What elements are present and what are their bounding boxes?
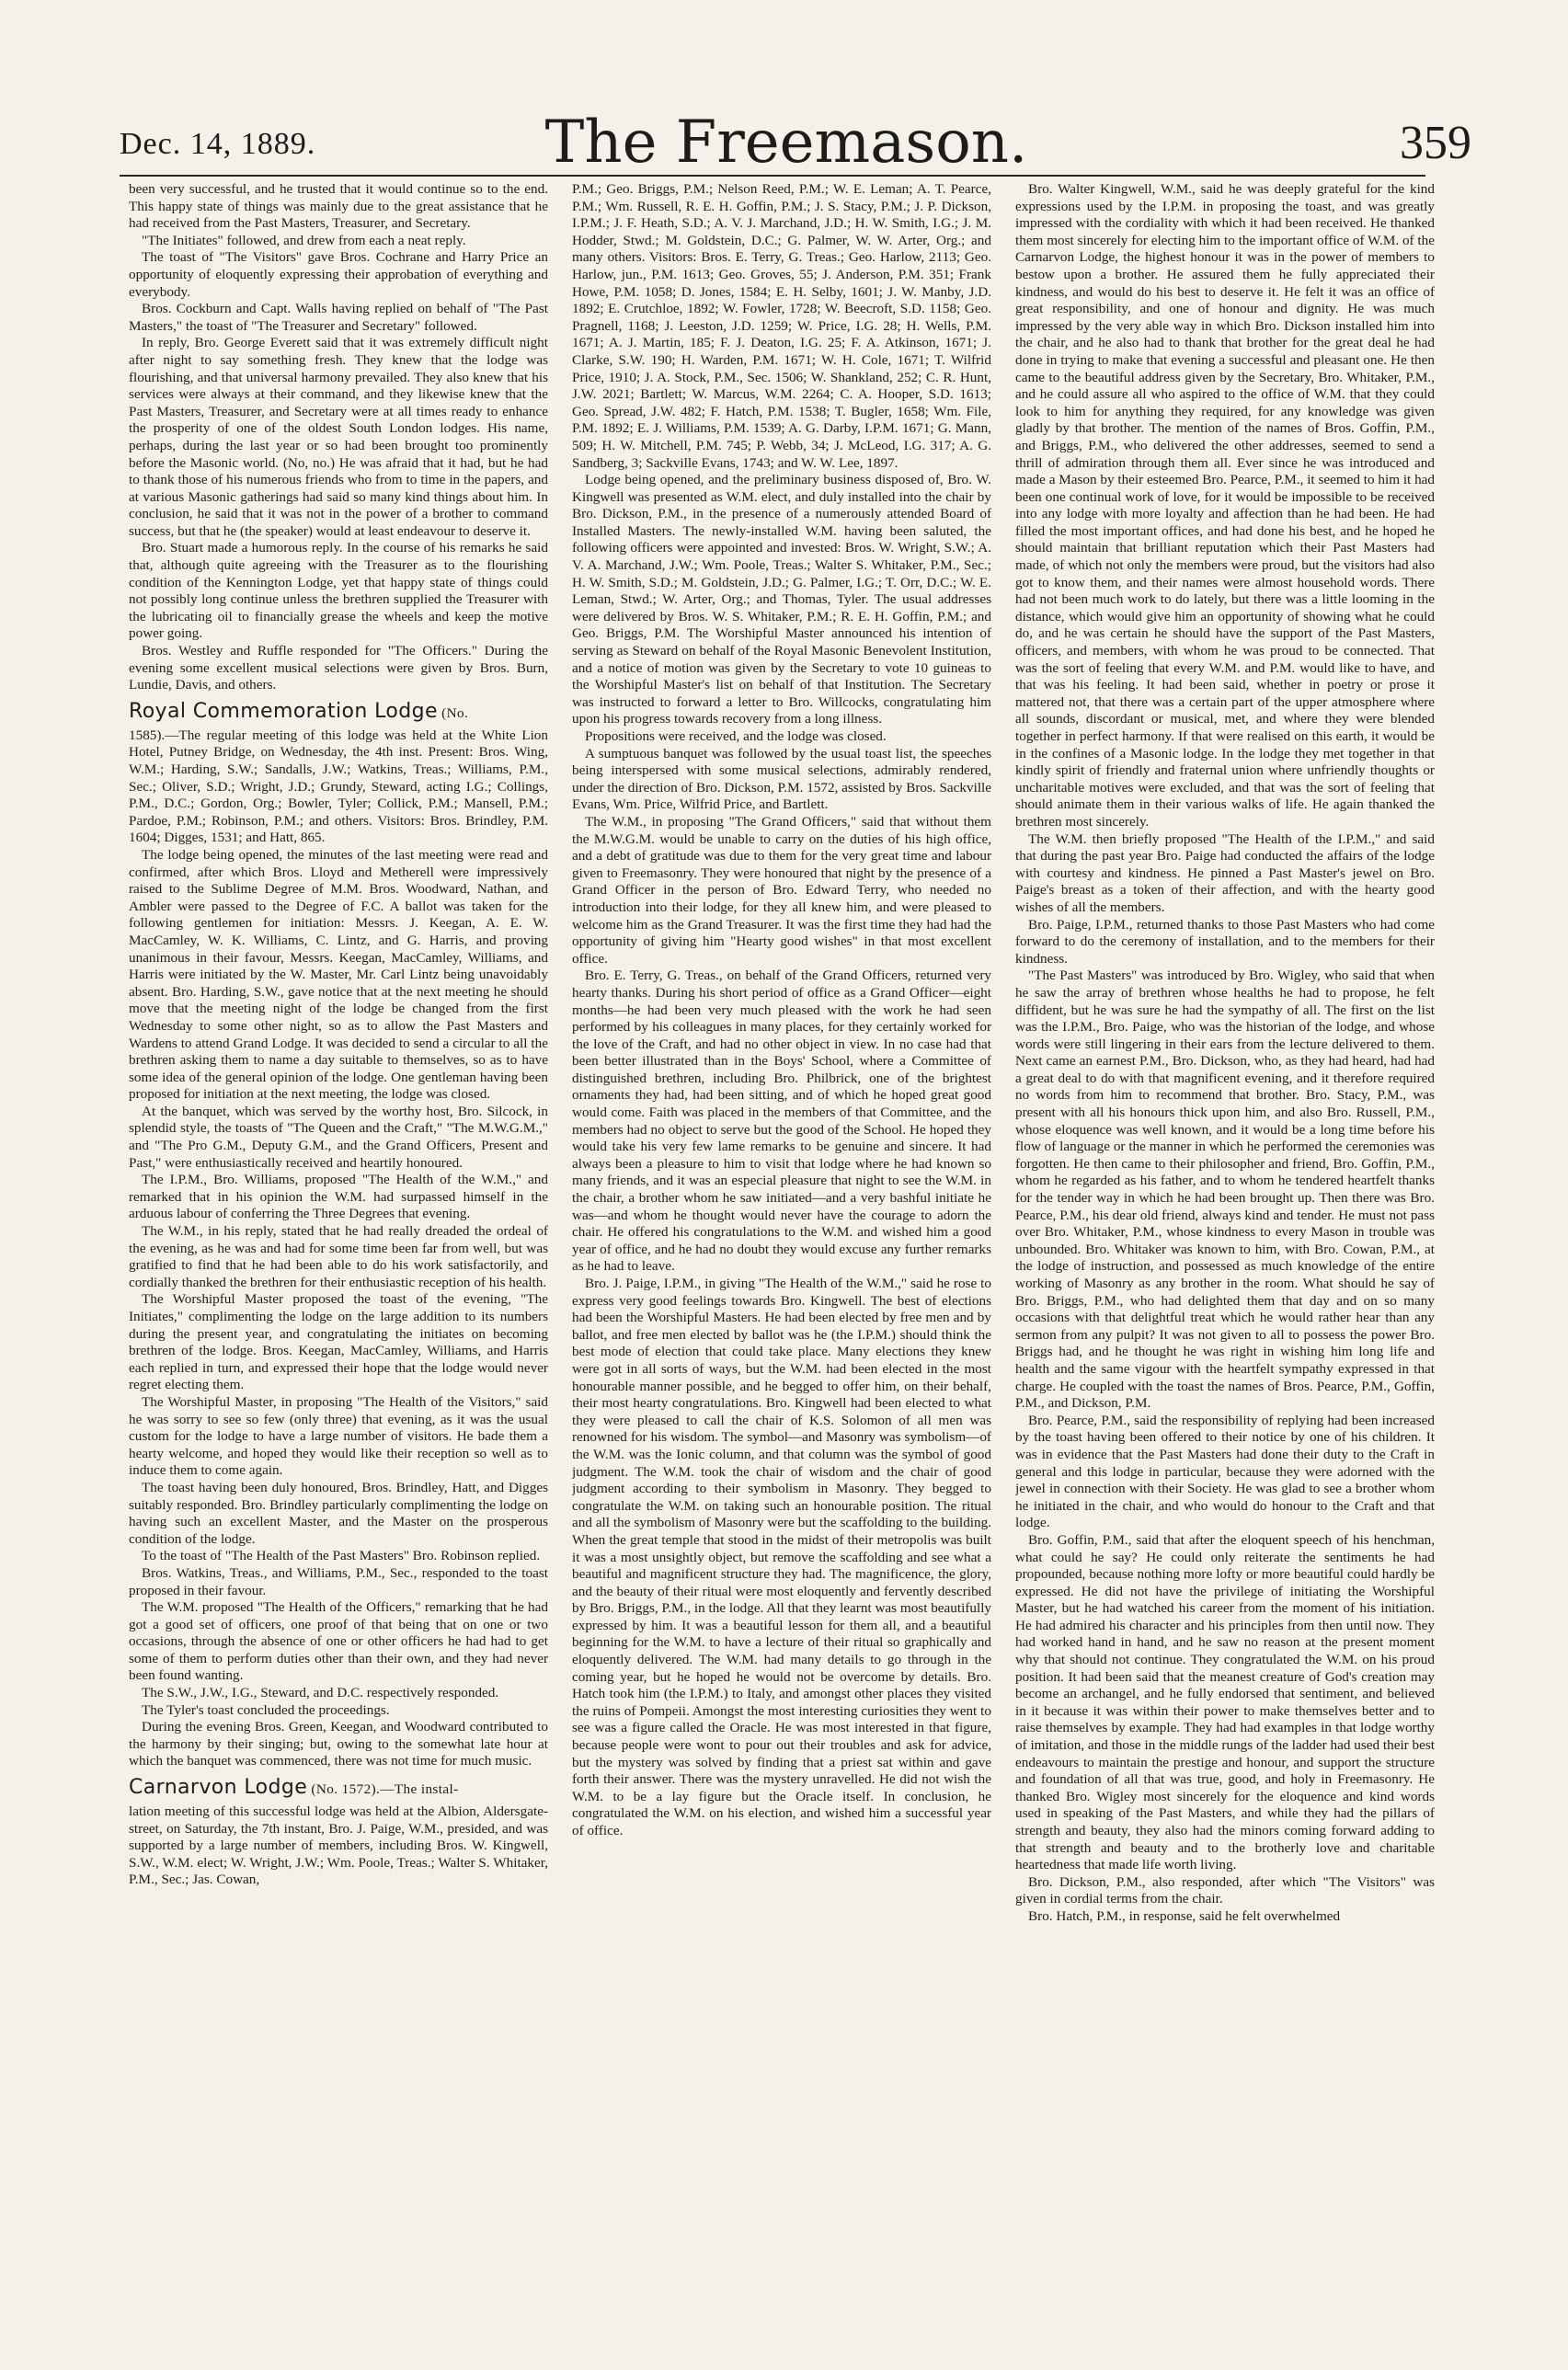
article-paragraph: Bro. E. Terry, G. Treas., on behalf of the Grand Officers, returned very hearty thanks. During his short period of office as a Grand Officer—eight months—he had been very much pleased with the work he had seen performed by his colleagues in many places, for they certainly worked for the love of the Craft, and had no other object in view. In no case had that been better illustrated than in the Boys' School, where a Committee of distinguished brethren, including Bro. Philbrick, one of the brightest ornaments they had, had been sitting, and of which he hoped great good would come. Faith was placed in the members of that Committee, and the members had no object to serve but the good of the School. He hoped they would take his very few lame remarks to be genuine and sincere. It had always been a pleasure to him to visit that lodge where he had known so many friends, and it was an especial pleasure that night to see the W.M. in the chair, a brother whom he saw initiated—and a very bashful initiate he was—and whom he thought would never have the courage to adorn the chair. He offered his congratulations to the W.M. and wished him a good year of office, and he had no doubt they would excuse any further remarks as he had to leave.	[572, 967, 991, 1275]
article-paragraph: Bro. Goffin, P.M., said that after the eloquent speech of his henchman, what could he say? He could only reiterate the sentiments he had propounded, because nothing more lofty or more beautiful could hardly be expressed. He did not have the privilege of initiating the Worshipful Master, but he had watched his career from the moment of his initiation. He had admired his character and his principles from then until now. They had worked hand in hand, and he saw no reason at the present moment why that should not continue. They congratulated the W.M. on his proud position. It had been said that the meanest creature of God's creation may become an archangel, and he fully endorsed that sentiment, and believed in it because it was within their power to make themselves better and to raise themselves by example. They had had examples in that lodge worthy of imitation, and those in the middle rungs of the ladder had used their best endeavours to maintain the prestige and honour, and support the structure and foundation of all that was true, good, and holy in Freemasonry. He thanked Bro. Wigley most sincerely for the eloquence and kind words used in speaking of the Past Masters, and while they had the pillars of strength and beauty, they also had the minors coming forward adding to that strength and beauty and to the brotherly love and charitable heartedness that made life worth living.	[1015, 1531, 1435, 1873]
article-columns	[129, 181, 1435, 2324]
header-rule	[120, 175, 1425, 177]
column-2	[572, 181, 991, 2324]
article-paragraph: The W.M., in proposing "The Grand Officers," said that without them the M.W.G.M. would be unable to carry on the duties of his high office, and a debt of gratitude was due to them for the very great time and labour given to Freemasonry. They were honoured that night by the presence of a Grand Officer in the person of Bro. Edward Terry, who needed no introduction into their lodge, for they all knew him, and were pleased to welcome him as the Grand Treasurer. It was the first time they had had the opportunity of giving him "Hearty good wishes" in that most excellent office.	[572, 813, 991, 967]
article-paragraph: Bro. Paige, I.P.M., returned thanks to those Past Masters who had come forward to do the ceremony of installation, and to the members for their kindness.	[1015, 916, 1435, 967]
issue-date: Dec. 14, 1889.	[120, 127, 316, 161]
article-paragraph: The Worshipful Master proposed the toast of the evening, "The Initiates," complimenting the lodge on the large addition to its numbers during the present year, and congratulating the initiates on becoming brethren of the lodge. Bros. Keegan, MacCamley, Williams, and Harris each replied in turn, and expressed their hope that the lodge would never regret electing them.	[129, 1291, 548, 1393]
article-paragraph: The lodge being opened, the minutes of the last meeting were read and confirmed, after which Bros. Lloyd and Metherell were impressively raised to the Sublime Degree of M.M. Bros. Woodward, Nathan, and Ambler were passed to the Degree of F.C. A ballot was taken for the following gentlemen for initiation: Messrs. J. Keegan, A. E. W. MacCamley, W. K. Williams, C. Lintz, and G. Harris, and proving unanimous in their favour, Messrs. Keegan, MacCamley, Williams, and Harris were initiated by the W. Master, Mr. Carl Lintz being unavoidably absent. Bro. Harding, S.W., gave notice that at the next meeting he should move that the meeting night of the lodge be changed from the first Wednesday to some other night, so as to allow the Past Masters and Wardens to attend Grand Lodge. It was decided to send a circular to all the brethren asking them to name a day suitable to themselves, so as to have some idea of the general opinion of the lodge. One gentleman having been proposed for initiation at the next meeting, the lodge was closed.	[129, 846, 548, 1103]
article-paragraph: Bro. Stuart made a humorous reply. In the course of his remarks he said that, although quite agreeing with the Treasurer as to the flourishing condition of the Kennington Lodge, yet that happy state of things could not possibly long continue unless the brethren supplied the Treasurer with the lubricating oil to financially grease the wheels and keep the motive power going.	[129, 540, 548, 642]
column-3	[1015, 181, 1435, 2324]
article-paragraph: Bro. J. Paige, I.P.M., in giving "The Health of the W.M.," said he rose to express very good feelings towards Bro. Kingwell. The best of elections had been the Worshipful Masters. He had been elected by free men and by ballot, and free men elected by ballot was he (the I.P.M.) should think the best mode of election that could take place. Many elections they knew were got in all sorts of ways, but the W.M. had been elected in the most honourable manner possible, and he begged to offer him, on their behalf, their most hearty congratulations. Bro. Kingwell had been elected to what they were pleased to call the chair of K.S. Solomon of all men was renowned for his wisdom. The symbol—and Masonry was symbolism—of the W.M. was the Ionic column, and that column was the symbol of good judgment. The W.M. took the chair of wisdom and the chair of good judgment according to their symbolism in Masonry. They begged to congratulate the W.M. on taking such an honourable position. The ritual and all the symbolism of Masonry were but the scaffolding to the building. When the great temple that stood in the midst of their metropolis was built it was a most unsightly object, but remove the scaffolding and see what a beautiful and magnificent structure they had. The magnificence, the glory, and the beauty of their ritual were most eloquently and fervently described by Bro. Briggs, P.M., in the lodge. All that they learnt was most beautifully expressed by him. It was a beautiful lesson for them all, and a beautiful beginning for the W.M. to have a lecture of their ritual so graphically and eloquently delivered. The W.M. had many details to go through in the coming year, but he hoped he would not be overcome by details. Bro. Hatch took him (the I.P.M.) to Italy, and amongst other places they visited the ruins of Pompeii. Amongst the most interesting curiosities they went to see was a figure called the Oracle. He was most interested in that figure, because people were wont to pour out their troubles and ask for advice, but the mystery was solved by finding that a priest sat within and gave forth their answer. There was the mystery unravelled. He did not wish the W.M. to be a lay figure but the Oracle itself. In conclusion, he congratulated the W.M. on his election, and wished him a successful year of office.	[572, 1276, 991, 1838]
article-paragraph: Bro. Walter Kingwell, W.M., said he was deeply grateful for the kind expressions used by the I.P.M. in proposing the toast, and was greatly impressed with the cordiality with which it had been received. He thanked them most sincerely for electing him to the important office of W.M. of the Carnarvon Lodge, the highest honour it was in the power of members to bestow upon a brother. He assured them he fully appreciated their kindness, and would do his best to deserve it. He felt it was an office of great responsibility, and one of honour and dignity. He was much impressed by the very able way in which Bro. Dickson installed him into the chair, and he also had to thank that brother for the great deal he had done in trying to make that evening a successful and pleasant one. He then came to the beautiful address given by the Secretary, Bro. Whitaker, P.M., and he could assure all who aspired to the office of W.M. that they could look to him for anything they required, for any knowledge was given gladly by that brother. The mention of the names of Bros. Goffin, P.M., and Briggs, P.M., who delivered the other addresses, seemed to send a thrill of admiration through them all. Ever since he was introduced and made a Mason by their esteemed Bro. Pearce, P.M., it seemed to him it had been one continual work of love, for it would be impossible to be received into any lodge with more loyalty and affection than he had been. He had filled the most important offices, and had done his best, and he hoped he should maintain that brilliant reputation which their Past Masters had made, of which not only the members were proud, but the visitors had also got to know them, and their names were almost household words. There had not been much work to do lately, but there was a little looming in the distance, which would give him an opportunity of showing what he could do, and he was certain he should have the support of the Past Masters, officers, and members, with whom he was proud to be connected. That was the sort of feeling that every W.M. and P.M. would like to have, and that was his feeling. It had been said, whether in poetry or prose it mattered not, that there was a certain part of the upper atmosphere where all sounds, discordant or musical, met, and where they were blended together in perfect harmony. If that were realised on this earth, it would be in the confines of a Masonic lodge. In the lodge they met together in that kindly spirit of friendly and fraternal union where unfriendly thoughts or uncharitable motives were excluded, and that was the sort of feeling that should animate them in their various walks of life. He again thanked the brethren most sincerely.	[1015, 181, 1435, 830]
heading-title: Royal Commemoration Lodge	[129, 699, 438, 723]
article-paragraph: Lodge being opened, and the preliminary business disposed of, Bro. W. Kingwell was presented as W.M. elect, and duly installed into the chair by Bro. Dickson, P.M., in the presence of a numerously attended Board of Installed Masters. The newly-installed W.M. having been saluted, the following officers were appointed and invested: Bros. W. Wright, S.W.; A. V. A. Marchand, J.W.; Wm. Poole, Treas.; Walter S. Whitaker, P.M., Sec.; H. W. Smith, S.D.; M. Goldstein, J.D.; G. Palmer, I.G.; T. Orr, D.C.; W. E. Leman, Stwd.; W. Arter, Org.; and Thomas, Tyler. The usual addresses were delivered by Bros. W. S. Whitaker, P.M.; R. E. H. Goffin, P.M.; and Geo. Briggs, P.M. The Worshipful Master announced his intention of serving as Steward on behalf of the Royal Masonic Benevolent Institution, and a notice of motion was given by the Secretary to vote 10 guineas to the Worshipful Master's list on behalf of that Institution. The Secretary was instructed to forward a letter to Bro. Willcocks, congratulating him upon his progress towards recovery from a long illness.	[572, 472, 991, 727]
masthead	[83, 92, 1490, 175]
article-paragraph: The toast of "The Visitors" gave Bros. Cochrane and Harry Price an opportunity of eloquently expressing their approbation of everything and everybody.	[129, 249, 548, 300]
article-paragraph: lation meeting of this successful lodge was held at the Albion, Aldersgate-street, on Saturday, the 7th instant, Bro. J. Paige, W.M., presided, and was supported by a large number of members, including Bros. W. Kingwell, S.W., W.M. elect; W. Wright, J.W.; Wm. Poole, Treas.; Walter S. Whitaker, P.M., Sec.; Jas. Cowan,	[129, 1803, 548, 1888]
article-paragraph: Bros. Watkins, Treas., and Williams, P.M., Sec., responded to the toast proposed in their favour.	[129, 1564, 548, 1598]
heading-title: Carnarvon Lodge	[129, 1776, 308, 1800]
article-paragraph: P.M.; Geo. Briggs, P.M.; Nelson Reed, P.M.; W. E. Leman; A. T. Pearce, P.M.; Wm. Russell, R. E. H. Goffin, P.M.; J. S. Stacy, P.M.; J. P. Dickson, I.P.M.; J. F. Heath, S.D.; A. V. J. Marchand, J.D.; H. W. Smith, I.G.; J. M. Hodder, Stwd.; M. Goldstein, D.C.; G. Palmer, W. W. Arter, Org.; and many others. Visitors: Bros. E. Terry, G. Treas.; Geo. Harlow, 2113; Geo. Harlow, jun., P.M. 1613; Geo. Groves, 55; J. Anderson, P.M. 351; Frank Howe, P.M. 1058; D. Jones, 1584; E. H. Selby, 1601; J. W. Manby, J.D. 1892; E. Crutchloe, 1892; W. Fowler, 1728; W. Beecroft, S.D. 1158; Geo. Pragnell, 1168; J. Leeston, J.D. 1259; W. Price, I.G. 28; H. Wells, P.M. 1671; A. J. Martin, 185; F. J. Deaton, I.G. 25; F. A. Atkinson, 1671; J. Clarke, S.W. 190; H. Warden, P.M. 1671; W. H. Cole, 1671; T. Wilfrid Price, 1910; J. A. Stock, P.M., Sec. 1506; W. Shankland, 252; C. R. Hunt, J.W. 2021; Bartlett; W. Marcus, W.M. 2264; C. A. Hooper, S.D. 1613; Geo. Spread, J.W. 482; F. Hatch, P.M. 1538; T. Bugler, 1658; Wm. File, P.M. 1892; E. J. Williams, P.M. 1539; A. G. Darby, I.P.M. 1671; G. Mann, 509; H. W. Mitchell, P.M. 745; P. Webb, 34; J. McLeod, I.G. 317; A. G. Sandberg, 3; Sackville Evans, 1743; and W. W. Lee, 1897.	[572, 181, 991, 471]
article-paragraph: Bro. Hatch, P.M., in response, said he felt overwhelmed	[1028, 1907, 1341, 1924]
article-paragraph: The I.P.M., Bro. Williams, proposed "The Health of the W.M.," and remarked that in his opinion the W.M. had surpassed himself in the arduous labour of conferring the Three Degrees that evening.	[129, 1172, 548, 1222]
article-paragraph: Bros. Cockburn and Capt. Walls having replied on behalf of "The Past Masters," the toast of "The Treasurer and Secretary" followed.	[129, 301, 548, 334]
article-paragraph: The W.M., in his reply, stated that he had really dreaded the ordeal of the evening, as he was and had for some time been far from well, but was gratified to find that he had been able to do his work satisfactorily, and cordially thanked the brethren for their enthusiastic reception of his health.	[129, 1223, 548, 1290]
article-paragraph: A sumptuous banquet was followed by the usual toast list, the speeches being interspersed with some musical selections, admirably rendered, under the direction of Bro. Dickson, P.M. 1572, assisted by Bros. Sackville Evans, Wm. Price, Wilfrid Price, and Bartlett.	[572, 745, 991, 813]
article-paragraph: "The Past Masters" was introduced by Bro. Wigley, who said that when he saw the array of brethren whose healths he had to propose, he felt diffident, but he was sure he had the sympathy of all. The first on the list was the I.P.M., Bro. Paige, who was the historian of the lodge, and whose words were still lingering in their ears from the lecture delivered to them. Next came an earnest P.M., Bro. Dickson, who, as they had heard, had had a great deal to do with that magnificent evening, and it therefore required no words from him to recommend that brother. Bro. Stacy, P.M., was present with all his honours thick upon him, and also Bro. Russell, P.M., whose eloquence was well known, and it would be a long time before his flow of language or the manner in which he performed the ceremonies was forgotten. He then came to their philosopher and friend, Bro. Goffin, P.M., whom he regarded as his father, and to whom he tendered heartfelt thanks for the tender way in which he had been brought up. Then there was Bro. Pearce, P.M., his dear old friend, always kind and tender. He must not pass over Bro. Whitaker, P.M., whose kindness to every Mason in trouble was unbounded. Bro. Whitaker was known to him, with Bro. Cowan, P.M., at the lodge of instruction, and possessed as much knowledge of the entire working of Masonry as any brother in the room. What should he say of Bro. Briggs, P.M., who had delighted them that day and on so many occasions with that delightful treat which he would rather hear than any sermon from any pulpit? It was not given to all to possess the power Bro. Briggs had, and he thought he was right in wishing him long life and health and the same vigour with the heartfelt sympathy expressed in that charge. He coupled with the toast the names of Bros. Pearce, P.M., Goffin, P.M., and Dickson, P.M.	[1015, 967, 1435, 1412]
article-paragraph: During the evening Bros. Green, Keegan, and Woodward contributed to the harmony by their singing; but, owing to the somewhat late hour at which the banquet was commenced, there was not time for much music.	[129, 1719, 548, 1769]
article-paragraph: The Tyler's toast concluded the proceedings.	[142, 1701, 390, 1718]
article-paragraph: At the banquet, which was served by the worthy host, Bro. Silcock, in splendid style, the toasts of "The Queen and the Craft," "The M.W.G.M.," and "The Pro G.M., Deputy G.M., and the Grand Officers, Present and Past," were enthusiastically received and heartily honoured.	[129, 1103, 548, 1171]
article-paragraph: In reply, Bro. George Everett said that it was extremely difficult night after night to say something fresh. They knew that the lodge was flourishing, and that universal harmony prevailed. They also knew that his services were always at their command, and they likewise knew that the Past Masters, Treasurer, and Secretary were at all times ready to enhance the prosperity of one of the oldest South London lodges. His name, perhaps, during the last year or so had been brought too prominently before the Masonic world. (No, no.) He was afraid that it had, but he had to thank those of his numerous friends who from to time in the papers, and at various Masonic gatherings had said so many kind things about him. In conclusion, he said that it was not in the power of a brother to command success, but that he (the speaker) would at least endeavour to deserve it.	[129, 335, 548, 539]
article-paragraph: The W.M. proposed "The Health of the Officers," remarking that he had got a good set of officers, one proof of that being that on one or two occasions, through the absence of one or other officers he had had to get some of them to perform duties other than their own, and they had never been found wanting.	[129, 1599, 548, 1684]
newspaper-title: The Freemason.	[544, 109, 1028, 177]
article-paragraph: The Worshipful Master, in proposing "The Health of the Visitors," said he was sorry to see so few (only three) that evening, as it was the usual custom for the lodge to have a large number of visitors. He bade them a hearty welcome, and hoped they would like their reception so well as to induce them to come again.	[129, 1393, 548, 1479]
lodge-report-heading	[129, 700, 548, 726]
article-paragraph: Propositions were received, and the lodge was closed.	[585, 728, 887, 744]
article-paragraph: To the toast of "The Health of the Past Masters" Bro. Robinson replied.	[142, 1548, 541, 1564]
page-number: 359	[1400, 117, 1471, 169]
article-paragraph: been very successful, and he trusted that it would continue so to the end. This happy state of things was mainly due to the great assistance that he had received from the Past Masters, Treasurer, and Secretary.	[129, 181, 548, 232]
article-paragraph: Bro. Dickson, P.M., also responded, after which "The Visitors" was given in cordial terms from the chair.	[1015, 1873, 1435, 1907]
article-paragraph: The toast having been duly honoured, Bros. Brindley, Hatt, and Digges suitably responded. Bro. Brindley particularly complimenting the lodge on having such an excellent Master, and the Master on the prosperous condition of the lodge.	[129, 1479, 548, 1547]
article-paragraph: 1585).—The regular meeting of this lodge was held at the White Lion Hotel, Putney Bridge, on Wednesday, the 4th inst. Present: Bros. Wing, W.M.; Harding, S.W.; Sandalls, J.W.; Watkins, Treas.; Williams, P.M., Sec.; Oliver, S.D.; Wright, J.D.; Grundy, Steward, acting I.G.; Collings, P.M., D.C.; Gordon, Org.; Bowler, Tyler; Collick, P.M.; Mansell, P.M.; Pardoe, P.M.; Robinson, P.M.; and others. Visitors: Bros. Brindley, P.M. 1604; Digges, 1531; and Hatt, 865.	[129, 727, 548, 846]
article-paragraph: "The Initiates" followed, and drew from each a neat reply.	[142, 232, 466, 248]
article-paragraph: Bros. Westley and Ruffle responded for "The Officers." During the evening some excellent musical selections were given by Bros. Burn, Lundie, Davis, and others.	[129, 643, 548, 693]
heading-continuation: (No.	[437, 704, 469, 721]
article-paragraph: The S.W., J.W., I.G., Steward, and D.C. respectively responded.	[142, 1685, 499, 1701]
article-paragraph: Bro. Pearce, P.M., said the responsibility of replying had been increased by the toast having been offered to their notice by one of his children. It was in evidence that the Past Masters had done their duty to the Craft in general and this lodge in particular, because they were adorned with the jewel in connection with their Society. He was glad to see a brother whom he initiated in the chair, and who would do honour to the Craft and that lodge.	[1015, 1412, 1435, 1531]
column-1	[129, 181, 548, 2324]
article-paragraph: The W.M. then briefly proposed "The Health of the I.P.M.," and said that during the past year Bro. Paige had conducted the affairs of the lodge with courtesy and kindness. He pinned a Past Master's jewel on Bro. Paige's breast as a token of their affection, and with the hearty good wishes of all the members.	[1015, 830, 1435, 915]
lodge-report-heading	[129, 1776, 548, 1802]
heading-continuation: (No. 1572).—The instal-	[307, 1781, 459, 1798]
